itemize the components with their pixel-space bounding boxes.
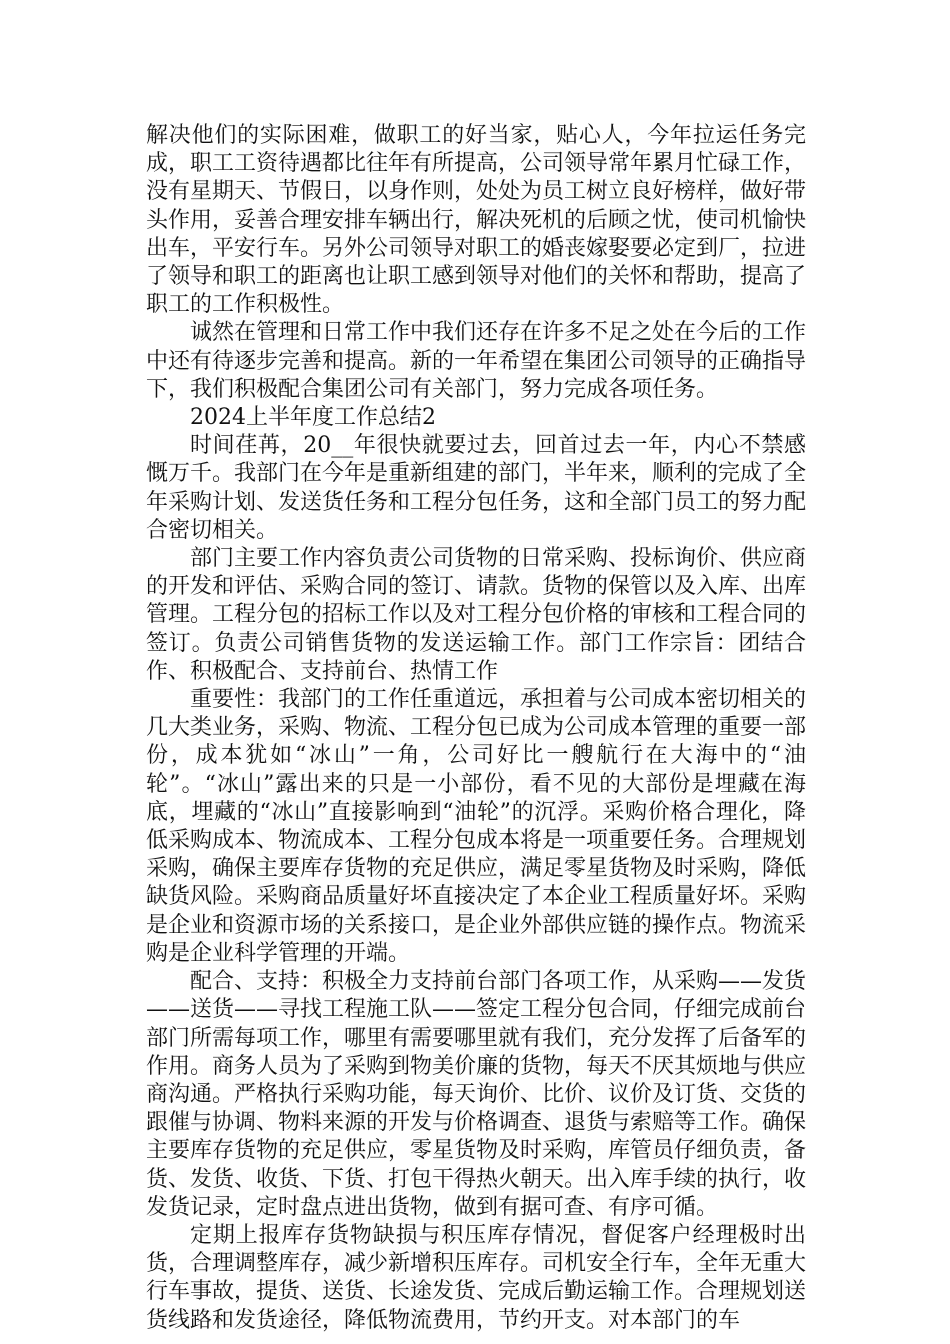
paragraph: 部门主要工作内容负责公司货物的日常采购、投标询价、供应商的开发和评估、采购合同的签订、请款。货物的保管以及入库、出库管理。工程分包的招标工作以及对工程分包价格的审核和工程合同的签订。负责公司销售货物的发送运输工作。部门工作宗旨：团结合作、积极配合、支持前台、热情工作 xyxy=(146,546,807,684)
document-body xyxy=(146,122,806,1335)
paragraph: 时间荏苒，20__年很快就要过去，回首过去一年，内心不禁感慨万千。我部门在今年是重新组建的部门，半年来，顺利的完成了全年采购计划、发送货任务和工程分包任务，这和全部门员工的努力配合密切相关。 xyxy=(146,433,807,543)
paragraph: 定期上报库存货物缺损与积压库存情况，督促客户经理极时出货，合理调整库存，减少新增积压库存。司机安全行车，全年无重大行车事故，提货、送货、长途发货、完成后勤运输工作。合理规划送货线路和发货途径，降低物流费用，节约开支。对本部门的车 xyxy=(146,1222,807,1333)
paragraph-continuation: 解决他们的实际困难，做职工的好当家，贴心人，今年拉运任务完成，职工工资待遇都比往年有所提高，公司领导常年累月忙碌工作，没有星期天、节假日，以身作则，处处为员工树立良好榜样，做好带头作用，妥善合理安排车辆出行，解决死机的后顾之忧，使司机愉快出车，平安行车。另外公司领导对职工的婚丧嫁娶要必定到厂，拉进了领导和职工的距离也让职工感到领导对他们的关怀和帮助，提高了职工的工作积极性。 xyxy=(146,123,807,318)
section-heading: 2024上半年度工作总结2 xyxy=(190,405,436,431)
paragraph: 诚然在管理和日常工作中我们还存在许多不足之处在今后的工作中还有待逐步完善和提高。新的一年希望在集团公司领导的正确指导下，我们积极配合集团公司有关部门，努力完成各项任务。 xyxy=(146,320,807,402)
paragraph: 重要性：我部门的工作任重道远，承担着与公司成本密切相关的几大类业务，采购、物流、工程分包已成为公司成本管理的重要一部份，成本犹如“冰山”一角，公司好比一艘航行在大海中的“油轮”。“冰山”露出来的只是一小部份，看不见的大部份是埋藏在海底，埋藏的“冰山”直接影响到“油轮”的沉浮。采购价格合理化，降低采购成本、物流成本、工程分包成本将是一项重要任务。合理规划采购，确保主要库存货物的充足供应，满足零星货物及时采购，降低缺货风险。采购商品质量好坏直接决定了本企业工程质量好坏。采购是企业和资源市场的关系接口，是企业外部供应链的操作点。物流采购是企业科学管理的开端。 xyxy=(146,687,807,966)
paragraph: 配合、支持：积极全力支持前台部门各项工作，从采购——发货——送货——寻找工程施工队——签定工程分包合同，仔细完成前台部门所需每项工作，哪里有需要哪里就有我们，充分发挥了后备军的作用。商务人员为了采购到物美价廉的货物，每天不厌其烦地与供应商沟通。严格执行采购功能，每天询价、比价、议价及订货、交货的跟催与协调、物料来源的开发与价格调查、退货与索赔等工作。确保主要库存货物的充足供应，零星货物及时采购，库管员仔细负责，备货、发货、收货、下货、打包干得热火朝天。出入库手续的执行，收发货记录，定时盘点进出货物，做到有据可查、有序可循。 xyxy=(146,969,807,1220)
